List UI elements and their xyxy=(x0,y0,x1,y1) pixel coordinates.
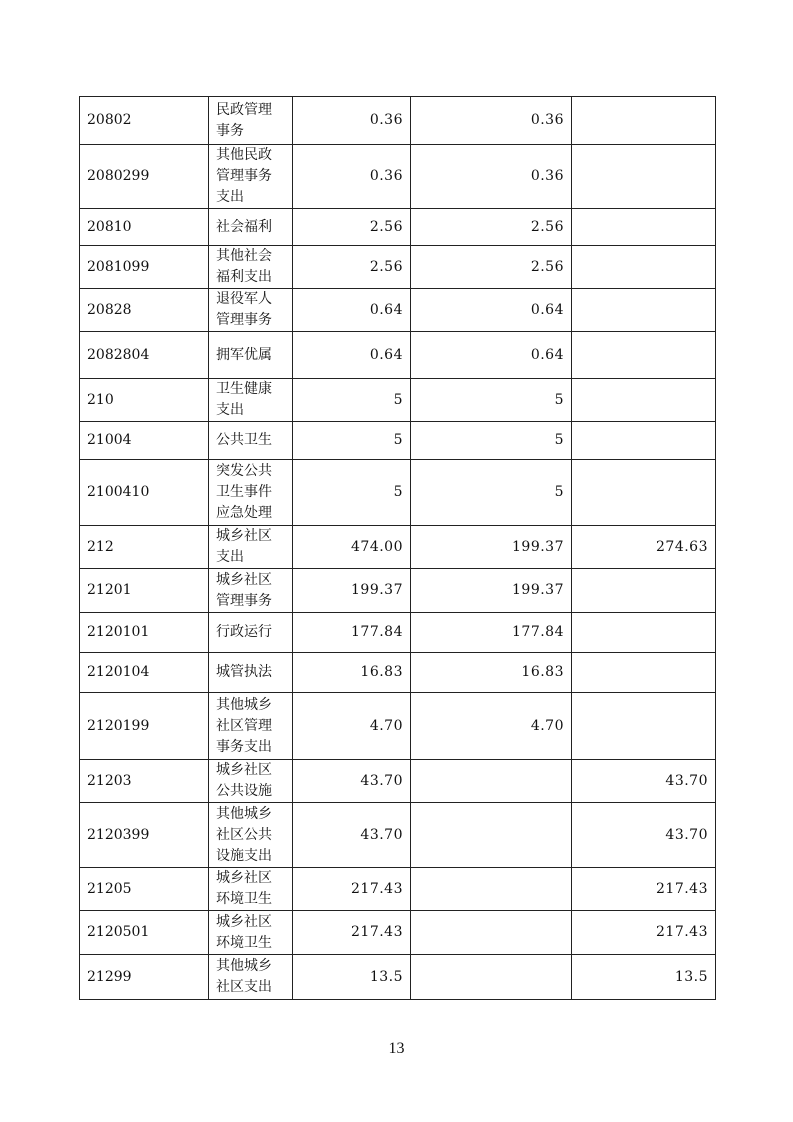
row-code-cell: 21299 xyxy=(80,955,209,1000)
row-name-cell: 社会福利 xyxy=(209,209,293,246)
expenditure-table xyxy=(79,96,716,1000)
row-project-cell: 13.5 xyxy=(572,955,716,1000)
table-row xyxy=(80,379,716,422)
row-name-cell: 退役军人 管理事务 xyxy=(209,289,293,332)
row-code-cell: 21201 xyxy=(80,569,209,613)
row-code-cell: 20828 xyxy=(80,289,209,332)
row-name-cell: 其他城乡 社区管理 事务支出 xyxy=(209,693,293,760)
row-total-cell: 16.83 xyxy=(293,653,411,693)
row-basic-cell: 0.64 xyxy=(411,289,572,332)
row-code-cell: 2081099 xyxy=(80,246,209,289)
row-basic-cell: 0.36 xyxy=(411,145,572,209)
table-row xyxy=(80,145,716,209)
row-total-cell: 5 xyxy=(293,379,411,422)
row-project-cell: 217.43 xyxy=(572,868,716,911)
table-row xyxy=(80,653,716,693)
row-project-cell xyxy=(572,379,716,422)
row-basic-cell: 177.84 xyxy=(411,613,572,653)
row-project-cell: 43.70 xyxy=(572,760,716,803)
table-row xyxy=(80,332,716,379)
row-project-cell xyxy=(572,97,716,145)
table-row xyxy=(80,613,716,653)
row-total-cell: 217.43 xyxy=(293,868,411,911)
row-code-cell: 21205 xyxy=(80,868,209,911)
row-name-cell: 其他城乡 社区支出 xyxy=(209,955,293,1000)
row-basic-cell: 0.36 xyxy=(411,97,572,145)
row-basic-cell: 2.56 xyxy=(411,246,572,289)
row-basic-cell xyxy=(411,911,572,955)
row-total-cell: 474.00 xyxy=(293,526,411,569)
row-total-cell: 0.36 xyxy=(293,97,411,145)
row-basic-cell xyxy=(411,868,572,911)
row-basic-cell: 16.83 xyxy=(411,653,572,693)
row-code-cell: 21004 xyxy=(80,422,209,460)
row-name-cell: 城管执法 xyxy=(209,653,293,693)
row-name-cell: 其他城乡 社区公共 设施支出 xyxy=(209,803,293,868)
table-row xyxy=(80,569,716,613)
table-row xyxy=(80,526,716,569)
row-project-cell xyxy=(572,653,716,693)
row-total-cell: 4.70 xyxy=(293,693,411,760)
table-row xyxy=(80,422,716,460)
row-project-cell xyxy=(572,332,716,379)
table-row xyxy=(80,209,716,246)
row-basic-cell: 5 xyxy=(411,460,572,526)
row-name-cell: 城乡社区 公共设施 xyxy=(209,760,293,803)
row-project-cell xyxy=(572,569,716,613)
row-name-cell: 城乡社区 支出 xyxy=(209,526,293,569)
row-basic-cell xyxy=(411,760,572,803)
row-total-cell: 2.56 xyxy=(293,246,411,289)
row-basic-cell: 5 xyxy=(411,422,572,460)
row-project-cell xyxy=(572,145,716,209)
row-project-cell xyxy=(572,693,716,760)
row-total-cell: 0.64 xyxy=(293,332,411,379)
row-basic-cell: 199.37 xyxy=(411,526,572,569)
row-name-cell: 民政管理 事务 xyxy=(209,97,293,145)
table-row xyxy=(80,955,716,1000)
row-total-cell: 2.56 xyxy=(293,209,411,246)
row-total-cell: 0.64 xyxy=(293,289,411,332)
row-name-cell: 行政运行 xyxy=(209,613,293,653)
row-project-cell xyxy=(572,460,716,526)
row-total-cell: 199.37 xyxy=(293,569,411,613)
row-code-cell: 2080299 xyxy=(80,145,209,209)
row-project-cell: 274.63 xyxy=(572,526,716,569)
row-project-cell xyxy=(572,422,716,460)
table-row xyxy=(80,803,716,868)
row-basic-cell: 199.37 xyxy=(411,569,572,613)
row-code-cell: 2120199 xyxy=(80,693,209,760)
table-row xyxy=(80,246,716,289)
row-code-cell: 20810 xyxy=(80,209,209,246)
row-name-cell: 拥军优属 xyxy=(209,332,293,379)
row-project-cell xyxy=(572,289,716,332)
table-body xyxy=(80,97,716,1000)
row-code-cell: 2082804 xyxy=(80,332,209,379)
row-total-cell: 43.70 xyxy=(293,803,411,868)
row-total-cell: 177.84 xyxy=(293,613,411,653)
row-project-cell xyxy=(572,613,716,653)
row-code-cell: 2120101 xyxy=(80,613,209,653)
row-basic-cell: 0.64 xyxy=(411,332,572,379)
row-name-cell: 城乡社区 管理事务 xyxy=(209,569,293,613)
row-total-cell: 0.36 xyxy=(293,145,411,209)
row-code-cell: 210 xyxy=(80,379,209,422)
table-row xyxy=(80,693,716,760)
row-name-cell: 其他社会 福利支出 xyxy=(209,246,293,289)
table-row xyxy=(80,911,716,955)
row-code-cell: 2120104 xyxy=(80,653,209,693)
row-total-cell: 5 xyxy=(293,460,411,526)
row-code-cell: 21203 xyxy=(80,760,209,803)
table-row xyxy=(80,868,716,911)
row-basic-cell xyxy=(411,955,572,1000)
row-total-cell: 217.43 xyxy=(293,911,411,955)
row-code-cell: 212 xyxy=(80,526,209,569)
row-basic-cell: 2.56 xyxy=(411,209,572,246)
table-row xyxy=(80,289,716,332)
row-name-cell: 公共卫生 xyxy=(209,422,293,460)
row-project-cell xyxy=(572,209,716,246)
table-row xyxy=(80,97,716,145)
row-project-cell: 43.70 xyxy=(572,803,716,868)
page-number: 13 xyxy=(388,1040,405,1057)
row-code-cell: 2120501 xyxy=(80,911,209,955)
row-name-cell: 城乡社区 环境卫生 xyxy=(209,868,293,911)
row-code-cell: 2120399 xyxy=(80,803,209,868)
row-name-cell: 卫生健康 支出 xyxy=(209,379,293,422)
row-code-cell: 20802 xyxy=(80,97,209,145)
table-row xyxy=(80,760,716,803)
row-total-cell: 13.5 xyxy=(293,955,411,1000)
row-project-cell xyxy=(572,246,716,289)
row-name-cell: 其他民政 管理事务 支出 xyxy=(209,145,293,209)
row-total-cell: 43.70 xyxy=(293,760,411,803)
row-basic-cell xyxy=(411,803,572,868)
row-name-cell: 突发公共 卫生事件 应急处理 xyxy=(209,460,293,526)
row-total-cell: 5 xyxy=(293,422,411,460)
table-row xyxy=(80,460,716,526)
row-basic-cell: 4.70 xyxy=(411,693,572,760)
row-name-cell: 城乡社区 环境卫生 xyxy=(209,911,293,955)
row-code-cell: 2100410 xyxy=(80,460,209,526)
row-basic-cell: 5 xyxy=(411,379,572,422)
row-project-cell: 217.43 xyxy=(572,911,716,955)
